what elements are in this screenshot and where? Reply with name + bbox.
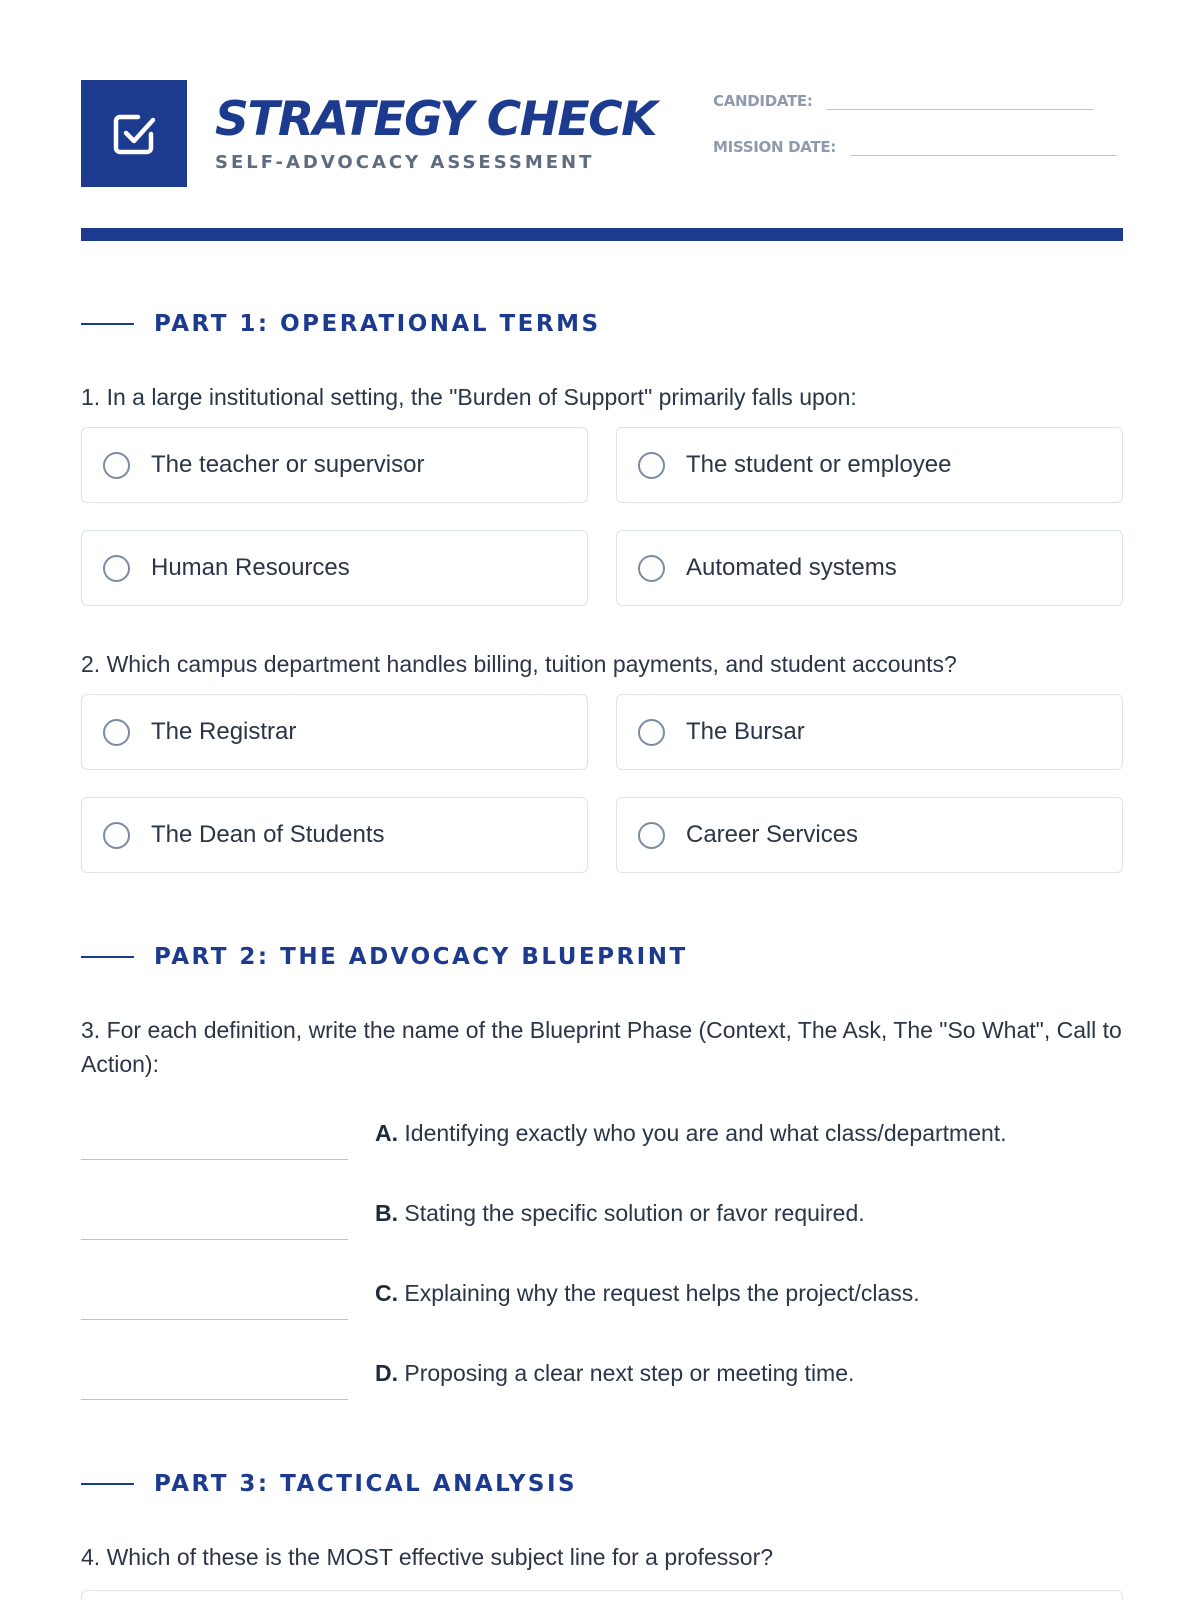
option-q1-d[interactable]: [616, 530, 1123, 606]
option-q2-b[interactable]: [616, 694, 1123, 770]
section-title: PART 1: OPERATIONAL TERMS: [154, 311, 601, 337]
radio-button[interactable]: [638, 452, 665, 479]
header-divider: [81, 228, 1123, 241]
option-q2-d[interactable]: [616, 797, 1123, 873]
option-q4-a[interactable]: [81, 1590, 1123, 1600]
definition-c: [375, 1280, 920, 1307]
definition-letter: C.: [375, 1280, 398, 1306]
mission-date-field: [713, 134, 1116, 156]
option-label: The Dean of Students: [151, 821, 385, 848]
radio-button[interactable]: [638, 555, 665, 582]
radio-button[interactable]: [103, 555, 130, 582]
definition-letter: B.: [375, 1200, 398, 1226]
definition-letter: A.: [375, 1120, 398, 1146]
option-q1-a[interactable]: [81, 427, 588, 503]
page-subtitle: SELF-ADVOCACY ASSESSMENT: [215, 152, 595, 173]
section-title: PART 2: THE ADVOCACY BLUEPRINT: [154, 944, 688, 970]
option-label: The Registrar: [151, 718, 297, 745]
radio-button[interactable]: [638, 822, 665, 849]
mission-date-label: MISSION DATE:: [713, 138, 837, 156]
question-3-text: 3. For each definition, write the name of the Blueprint Phase (Context, The Ask, The "So What", Call to Action):: [81, 1017, 1122, 1077]
question-1-text: 1. In a large institutional setting, the "Burden of Support" primarily falls upon:: [81, 384, 857, 410]
section-part-1: [81, 311, 601, 337]
definition-text: Proposing a clear next step or meeting time.: [404, 1360, 855, 1386]
candidate-label: CANDIDATE:: [713, 92, 813, 110]
option-label: Human Resources: [151, 554, 350, 581]
question-2-text: 2. Which campus department handles billing, tuition payments, and student accounts?: [81, 651, 957, 677]
definition-b: [375, 1200, 865, 1227]
definition-text: Explaining why the request helps the project/class.: [404, 1280, 920, 1306]
question-4-text: 4. Which of these is the MOST effective subject line for a professor?: [81, 1544, 774, 1570]
option-label: The Bursar: [686, 718, 805, 745]
option-label: The student or employee: [686, 451, 952, 478]
mission-date-input-line[interactable]: [850, 134, 1116, 156]
definition-text: Stating the specific solution or favor required.: [404, 1200, 865, 1226]
option-label: The teacher or supervisor: [151, 451, 425, 478]
definition-d: [375, 1360, 854, 1387]
option-q2-c[interactable]: [81, 797, 588, 873]
checkbox-icon: [108, 108, 160, 160]
candidate-input-line[interactable]: [827, 88, 1093, 110]
option-q1-c[interactable]: [81, 530, 588, 606]
section-dash: [81, 956, 134, 958]
section-dash: [81, 323, 134, 325]
section-dash: [81, 1483, 134, 1485]
answer-line-c[interactable]: [81, 1319, 348, 1320]
answer-line-a[interactable]: [81, 1159, 348, 1160]
answer-line-d[interactable]: [81, 1399, 348, 1400]
radio-button[interactable]: [103, 452, 130, 479]
candidate-field: [713, 88, 1093, 110]
answer-line-b[interactable]: [81, 1239, 348, 1240]
section-part-2: [81, 944, 688, 970]
radio-button[interactable]: [638, 719, 665, 746]
option-label: Automated systems: [686, 554, 897, 581]
option-q1-b[interactable]: [616, 427, 1123, 503]
section-part-3: [81, 1471, 577, 1497]
page-title: STRATEGY CHECK: [215, 92, 657, 147]
definition-a: [375, 1120, 1007, 1147]
logo: [81, 80, 187, 187]
definition-letter: D.: [375, 1360, 398, 1386]
radio-button[interactable]: [103, 719, 130, 746]
option-q2-a[interactable]: [81, 694, 588, 770]
section-title: PART 3: TACTICAL ANALYSIS: [154, 1471, 578, 1497]
option-label: Career Services: [686, 821, 859, 848]
definition-text: Identifying exactly who you are and what class/department.: [404, 1120, 1007, 1146]
radio-button[interactable]: [103, 822, 130, 849]
header: [81, 80, 1123, 188]
